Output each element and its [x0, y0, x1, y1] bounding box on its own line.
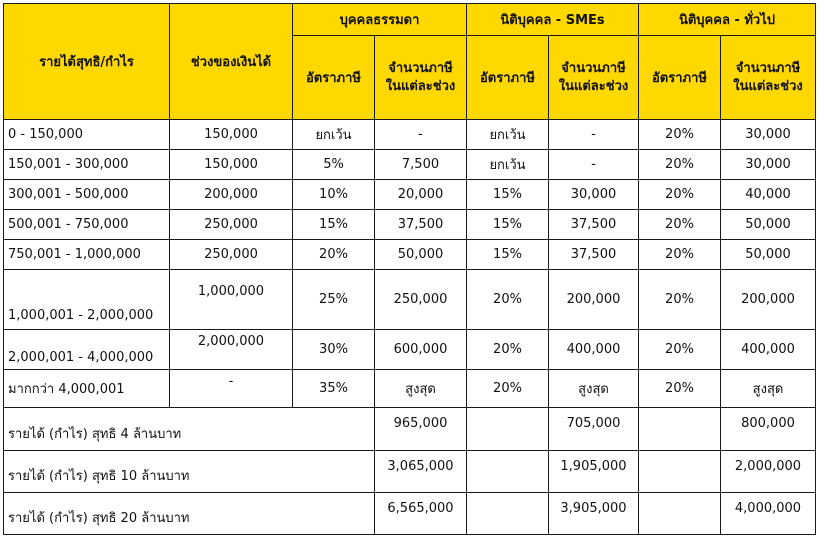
total-label: รายได้ (กำไร) สุทธิ 20 ล้านบาท [4, 493, 375, 535]
range-cell: 300,001 - 500,000 [4, 180, 170, 210]
empty-cell [467, 493, 549, 535]
header-group-personal: บุคคลธรรมดา [293, 4, 467, 36]
header-amount-line1: จำนวนภาษี [388, 60, 453, 76]
bracket-cell: 200,000 [170, 180, 293, 210]
general-tax-cell: 400,000 [721, 330, 816, 370]
personal-rate-cell: 35% [293, 370, 375, 408]
header-amount-line1: จำนวนภาษี [561, 60, 626, 76]
general-rate-cell: 20% [639, 240, 721, 270]
personal-rate-cell: 5% [293, 150, 375, 180]
smes-tax-cell: - [549, 150, 639, 180]
header-row-groups [4, 4, 816, 36]
smes-tax-cell: - [549, 120, 639, 150]
header-group-smes: นิติบุคคล - SMEs [467, 4, 639, 36]
personal-rate-cell: 30% [293, 330, 375, 370]
personal-tax-cell: 600,000 [375, 330, 467, 370]
empty-cell [467, 451, 549, 493]
header-rate-smes: อัตราภาษี [467, 36, 549, 120]
header-amount-general [721, 36, 816, 120]
header-bracket: ช่วงของเงินได้ [170, 4, 293, 120]
empty-cell [467, 408, 549, 451]
general-rate-cell: 20% [639, 150, 721, 180]
personal-rate-cell: 25% [293, 270, 375, 330]
header-rate-personal: อัตราภาษี [293, 36, 375, 120]
general-rate-cell: 20% [639, 210, 721, 240]
smes-total: 3,905,000 [549, 493, 639, 535]
smes-tax-cell: สูงสุด [549, 370, 639, 408]
personal-rate-cell: 15% [293, 210, 375, 240]
total-label: รายได้ (กำไร) สุทธิ 4 ล้านบาท [4, 408, 375, 451]
general-rate-cell: 20% [639, 120, 721, 150]
smes-rate-cell: ยกเว้น [467, 120, 549, 150]
range-cell: 0 - 150,000 [4, 120, 170, 150]
general-tax-cell: 50,000 [721, 210, 816, 240]
general-tax-cell: 50,000 [721, 240, 816, 270]
range-cell: 500,001 - 750,000 [4, 210, 170, 240]
general-tax-cell: สูงสุด [721, 370, 816, 408]
header-amount-line2: ในแต่ละช่วง [558, 78, 629, 94]
bracket-cell: - [170, 370, 293, 408]
smes-rate-cell: ยกเว้น [467, 150, 549, 180]
header-group-general: นิติบุคคล - ทั่วไป [639, 4, 816, 36]
personal-tax-cell: - [375, 120, 467, 150]
personal-rate-cell: ยกเว้น [293, 120, 375, 150]
range-cell: 1,000,001 - 2,000,000 [4, 270, 170, 330]
table-row [4, 210, 816, 240]
personal-tax-cell: 50,000 [375, 240, 467, 270]
table-row [4, 150, 816, 180]
table-row [4, 180, 816, 210]
tax-comparison-table [3, 3, 816, 535]
header-amount-line2: ในแต่ละช่วง [385, 78, 456, 94]
general-tax-cell: 40,000 [721, 180, 816, 210]
personal-tax-cell: 20,000 [375, 180, 467, 210]
personal-total: 3,065,000 [375, 451, 467, 493]
empty-cell [639, 493, 721, 535]
general-total: 2,000,000 [721, 451, 816, 493]
personal-rate-cell: 20% [293, 240, 375, 270]
personal-rate-cell: 10% [293, 180, 375, 210]
smes-rate-cell: 20% [467, 270, 549, 330]
personal-tax-cell: 250,000 [375, 270, 467, 330]
total-row [4, 408, 816, 451]
smes-tax-cell: 37,500 [549, 240, 639, 270]
smes-rate-cell: 20% [467, 370, 549, 408]
table-row [4, 270, 816, 330]
bracket-cell: 150,000 [170, 150, 293, 180]
smes-rate-cell: 20% [467, 330, 549, 370]
header-amount-line2: ในแต่ละช่วง [733, 78, 803, 94]
smes-tax-cell: 400,000 [549, 330, 639, 370]
general-rate-cell: 20% [639, 330, 721, 370]
total-label: รายได้ (กำไร) สุทธิ 10 ล้านบาท [4, 451, 375, 493]
smes-rate-cell: 15% [467, 210, 549, 240]
bracket-cell: 2,000,000 [170, 330, 293, 370]
range-cell: 150,001 - 300,000 [4, 150, 170, 180]
bracket-cell: 1,000,000 [170, 270, 293, 330]
general-total: 800,000 [721, 408, 816, 451]
total-row [4, 451, 816, 493]
general-tax-cell: 30,000 [721, 150, 816, 180]
total-row [4, 493, 816, 535]
personal-tax-cell: 7,500 [375, 150, 467, 180]
personal-total: 965,000 [375, 408, 467, 451]
personal-total: 6,565,000 [375, 493, 467, 535]
general-tax-cell: 200,000 [721, 270, 816, 330]
smes-rate-cell: 15% [467, 180, 549, 210]
range-cell: 2,000,001 - 4,000,000 [4, 330, 170, 370]
table-row [4, 370, 816, 408]
general-rate-cell: 20% [639, 370, 721, 408]
smes-rate-cell: 15% [467, 240, 549, 270]
general-rate-cell: 20% [639, 180, 721, 210]
general-rate-cell: 20% [639, 270, 721, 330]
personal-tax-cell: สูงสุด [375, 370, 467, 408]
general-total: 4,000,000 [721, 493, 816, 535]
smes-tax-cell: 37,500 [549, 210, 639, 240]
personal-tax-cell: 37,500 [375, 210, 467, 240]
bracket-cell: 250,000 [170, 240, 293, 270]
bracket-cell: 150,000 [170, 120, 293, 150]
smes-total: 1,905,000 [549, 451, 639, 493]
empty-cell [639, 451, 721, 493]
table-row [4, 120, 816, 150]
smes-tax-cell: 30,000 [549, 180, 639, 210]
smes-total: 705,000 [549, 408, 639, 451]
header-rate-general: อัตราภาษี [639, 36, 721, 120]
empty-cell [639, 408, 721, 451]
range-cell: 750,001 - 1,000,000 [4, 240, 170, 270]
table-row [4, 330, 816, 370]
header-income: รายได้สุทธิ/กำไร [4, 4, 170, 120]
general-tax-cell: 30,000 [721, 120, 816, 150]
smes-tax-cell: 200,000 [549, 270, 639, 330]
header-amount-personal [375, 36, 467, 120]
bracket-cell: 250,000 [170, 210, 293, 240]
range-cell: มากกว่า 4,000,001 [4, 370, 170, 408]
header-amount-smes [549, 36, 639, 120]
header-amount-line1: จำนวนภาษี [735, 60, 801, 76]
table-row [4, 240, 816, 270]
